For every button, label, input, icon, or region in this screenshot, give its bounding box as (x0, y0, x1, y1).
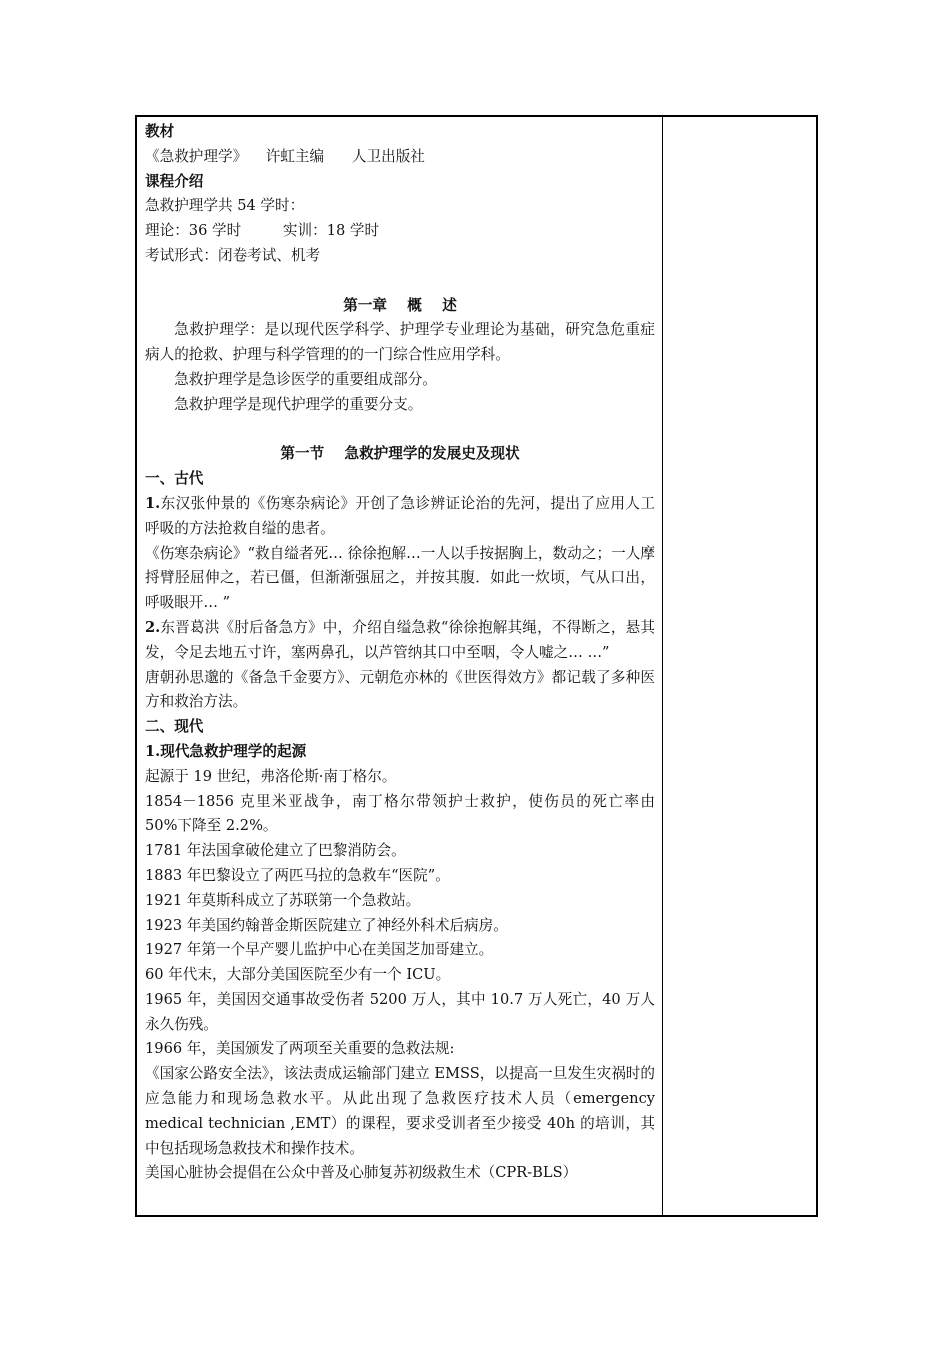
lesson-table (135, 115, 818, 1217)
highway-act: 《国家公路安全法》，该法责成运输部门建立 EMSS，以提高一旦发生灾祸时的应急能力和现场急救水平。从此出现了急救医疗技术人员（emergency medical technician ,EMT）的课程，要求受训者至少接受 40h 的培训，其中包括现场急救技术和操作技术。 (145, 1065, 655, 1157)
chapter-part2: 急救护理学是现代护理学的重要分支。 (174, 395, 423, 413)
textbook-heading: 教材 (145, 123, 175, 140)
crimea-line: 1854－1856 克里米亚战争，南丁格尔带领护士救护，使伤员的死亡率由 50%下降至 2.2%。 (145, 792, 655, 835)
content-cell (145, 120, 655, 1186)
item-text: 东晋葛洪《肘后备急方》中，介绍自缢急救“徐徐抱解其绳，不得断之，悬其发，令足去地五寸许，塞两鼻孔，以芦管纳其口中至咽，令人嘘之… …” (145, 618, 655, 661)
column-divider (662, 117, 663, 1215)
timeline-1960s: 60 年代末，大部分美国医院至少有一个 ICU。 (145, 966, 451, 984)
ancient-quote-1: 《伤寒杂病论》“救自缢者死… 徐徐抱解…一人以手按据胸上，数动之；一人摩捋臂胫屈伸之，若已僵，但渐渐强屈之，并按其腹．如此一炊顷，气从口出，呼吸眼开… ” (145, 544, 655, 612)
ancient-item-2 (145, 616, 655, 666)
item-number: 2. (145, 618, 161, 636)
timeline-1781: 1781 年法国拿破伦建立了巴黎消防会。 (145, 842, 406, 860)
timeline-1883: 1883 年巴黎设立了两匹马拉的急救车“医院”。 (145, 866, 450, 884)
exam-form: 考试形式：闭卷考试、机考 (145, 246, 321, 264)
item-number: 1. (145, 494, 161, 512)
section-title: 第一节 急救护理学的发展史及现状 (280, 445, 520, 463)
modern-heading: 二、现代 (145, 718, 204, 736)
course-heading: 课程介绍 (145, 172, 204, 190)
timeline-1923: 1923 年美国约翰普金斯医院建立了神经外科术后病房。 (145, 916, 508, 934)
timeline-1965: 1965 年，美国因交通事故受伤者 5200 万人，其中 10.7 万人死亡，40 万人永久伤残。 (145, 990, 655, 1033)
origin-line: 起源于 19 世纪，弗洛伦斯·南丁格尔。 (145, 767, 397, 785)
modern-subheading: 1.现代急救护理学的起源 (145, 742, 307, 760)
course-split: 理论：36 学时 实训：18 学时 (145, 222, 380, 240)
course-hours: 急救护理学共 54 学时： (145, 197, 305, 215)
chapter-definition: 急救护理学：是以现代医学科学、护理学专业理论为基础，研究急危重症病人的抢救、护理与科学管理的的一门综合性应用学科。 (145, 321, 655, 364)
ancient-heading: 一、古代 (145, 470, 204, 488)
chapter-part1: 急救护理学是急诊医学的重要组成部分。 (174, 370, 437, 388)
aha-line: 美国心脏协会提倡在公众中普及心肺复苏初级救生术（CPR-BLS） (145, 1164, 578, 1182)
timeline-1921: 1921 年莫斯科成立了苏联第一个急救站。 (145, 891, 421, 909)
ancient-item-1 (145, 492, 655, 542)
item-text: 东汉张仲景的《伤寒杂病论》开创了急诊辨证论治的先河，提出了应用人工呼吸的方法抢救自缢的患者。 (145, 494, 655, 537)
chapter-title: 第一章 概 述 (343, 296, 457, 314)
tang-line: 唐朝孙思邈的《备急千金要方》、元朝危亦林的《世医得效方》都记载了多种医方和救治方法。 (145, 668, 655, 711)
timeline-1966: 1966 年，美国颁发了两项至关重要的急救法规: (145, 1040, 455, 1058)
textbook-line: 《急救护理学》 许虹主编 人卫出版社 (145, 147, 425, 165)
timeline-1927: 1927 年第一个早产婴儿监护中心在美国芝加哥建立。 (145, 941, 494, 959)
